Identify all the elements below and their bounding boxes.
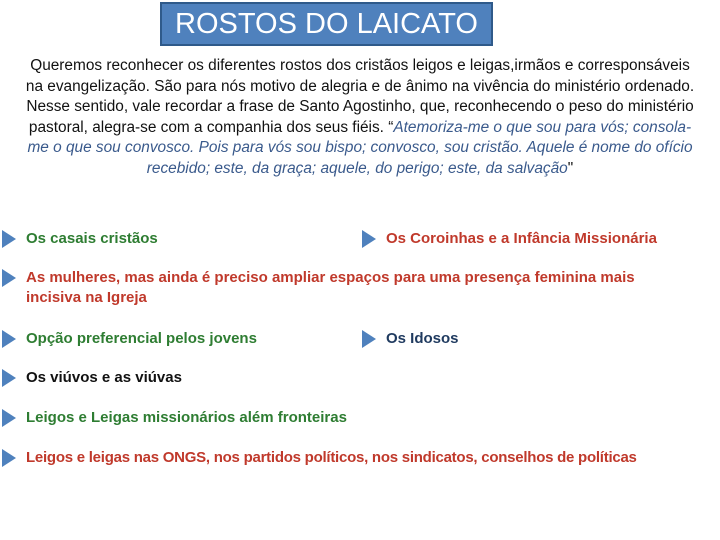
arrow-bullet-icon bbox=[2, 269, 16, 287]
bullet-label: As mulheres, mas ainda é preciso ampliar espaços para uma presença feminina mais incisiva na Igreja bbox=[26, 269, 635, 306]
bullet-label: Leigos e leigas nas ONGS, nos partidos políticos, nos sindicatos, conselhos de políticas bbox=[26, 449, 637, 466]
arrow-bullet-icon bbox=[2, 369, 16, 387]
bullet-label: Os Coroinhas e a Infância Missionária bbox=[386, 230, 657, 247]
bullet-viuvos bbox=[2, 368, 402, 388]
bullet-casais bbox=[2, 229, 332, 249]
bullet-label: Opção preferencial pelos jovens bbox=[26, 330, 257, 347]
quote-text: Atemoriza-me o que sou para vós; consola-me o que sou convosco. Pois para vós sou bispo; convosco, sou cristão. Aquele é nome do ofício recebido; este, da graça; aquele, do perigo; este, da salvação bbox=[27, 118, 693, 177]
arrow-bullet-icon bbox=[2, 230, 16, 248]
page-title: ROSTOS DO LAICATO bbox=[160, 2, 493, 46]
arrow-bullet-icon bbox=[2, 330, 16, 348]
bullet-idosos bbox=[362, 329, 562, 349]
bullet-ongs bbox=[2, 448, 712, 468]
bullet-missionarios bbox=[2, 408, 502, 428]
bullet-label: Os casais cristãos bbox=[26, 230, 158, 247]
bullet-jovens bbox=[2, 329, 332, 349]
arrow-bullet-icon bbox=[362, 330, 376, 348]
bullet-label: Os Idosos bbox=[386, 330, 459, 347]
bullet-coroinhas bbox=[362, 229, 702, 249]
arrow-bullet-icon bbox=[2, 409, 16, 427]
arrow-bullet-icon bbox=[2, 449, 16, 467]
intro-text: Queremos reconhecer os diferentes rostos dos cristãos leigos e leigas,irmãos e corresponsáveis na evangelização. São para nós motivo de alegria e de ânimo na vivência do ministério ordenado. Nesse sentido, vale recordar a frase de Santo Agostinho, que, reconhecendo o peso do ministério pastoral, alegra-se com a companhia dos seus fiéis. bbox=[25, 57, 695, 136]
bullet-mulheres bbox=[2, 268, 692, 308]
quote-close-mark: " bbox=[567, 159, 574, 177]
quote-open-mark: “ bbox=[388, 118, 394, 136]
intro-paragraph bbox=[24, 56, 696, 179]
arrow-bullet-icon bbox=[362, 230, 376, 248]
bullet-label: Leigos e Leigas missionários além fronteiras bbox=[26, 409, 347, 426]
bullet-label: Os viúvos e as viúvas bbox=[26, 369, 182, 386]
